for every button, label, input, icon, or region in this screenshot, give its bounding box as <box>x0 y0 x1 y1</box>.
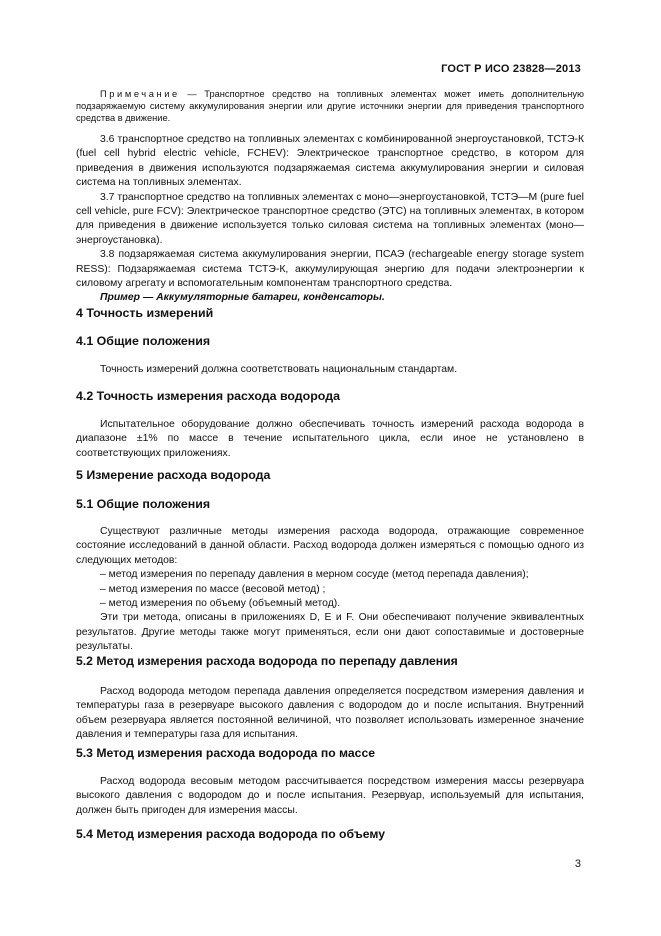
note-label: Примечание <box>100 89 180 99</box>
section-5-title: 5 Измерение расхода водорода <box>76 468 271 482</box>
section-5-2-title: 5.2 Метод измерения расхода водорода по перепаду давления <box>76 654 458 668</box>
page-number: 3 <box>574 858 581 870</box>
example-text: Пример — Аккумуляторные батареи, конденсаторы. <box>100 292 385 304</box>
section-4-title: 4 Точность измерений <box>76 306 214 320</box>
section-4-2-body <box>76 418 584 461</box>
section-5-1-body <box>76 525 584 655</box>
standard-header: ГОСТ Р ИСО 23828—2013 <box>441 63 581 75</box>
section-4-1-body <box>76 363 584 377</box>
definition-3-7: 3.7 транспортное средство на топливных элементах с моно—энергоустановкой, ТСТЭ—М (pure fuel cell vehicle, pure FCV): Электрическое транспортное средство (ЭТС) на топливных элементах, в котором для приведения в движение используется только силовая система на топливных элементах (моно— энергоустановка). <box>76 191 584 246</box>
section-5-1-intro: Существуют различные методы измерения расхода водорода, отражающие современное состояние исследований в данной области. Расход водорода должен измеряться с помощью одного из следующих методов: <box>76 526 584 566</box>
section-5-3-text: Расход водорода весовым методом рассчитывается посредством измерения массы резервуара высокого давления с водородом до и после испытания. Резервуар, используемый для испытания, должен быть пригоден для измерения массы. <box>76 776 584 816</box>
section-4-1-title: 4.1 Общие положения <box>76 334 211 348</box>
section-5-3-body <box>76 775 584 818</box>
section-5-1-title: 5.1 Общие положения <box>76 497 211 511</box>
section-5-1-outro: Эти три метода, описаны в приложениях D, E и F. Они обеспечивают получение эквивалентных результатов. Другие методы также могут применяться, если они дают сопоставимые и достоверные результаты. <box>76 612 584 653</box>
section-4-2-title: 4.2 Точность измерения расхода водорода <box>76 389 340 403</box>
note-block <box>76 88 584 125</box>
definition-3-8: 3.8 подзаряжаемая система аккумулирования энергии, ПСАЭ (rechargeable energy storage system RESS): Подзаряжаемая система ТСТЭ-К, аккумулирующая энергию для подачи электроэнергии к силовому агрегату и вспомогательным компонентам транспортного средства. <box>76 249 584 290</box>
method-list-item: – метод измерения по перепаду давления в мерном сосуде (метод перепада давления); <box>100 569 529 581</box>
definitions-block <box>76 133 584 306</box>
section-4-2-text: Испытательное оборудование должно обеспечивать точность измерений расхода водорода в диапазоне ±1% по массе в течение испытательного цикла, если иное не установлено в соответствующих приложениях. <box>76 419 584 459</box>
method-list-item: – метод измерения по объему (объемный метод). <box>100 598 341 610</box>
note-text: — Транспортное средство на топливных элементах может иметь дополнительную подзаряжаемую систему аккумулирования энергии или другие источники энергии для приведения транспортного средства в движение. <box>76 89 584 124</box>
definition-3-6: 3.6 транспортное средство на топливных элементах с комбинированной энергоустановкой, ТСТЭ-К (fuel cell hybrid electric vehicle, FCHEV): Электрическое транспортное средство, в котором для приведения в движения используются подзаряжаемая система аккумулирования энергии и силовая система на топливных элементах. <box>76 134 584 189</box>
section-4-1-text: Точность измерений должна соответствовать национальным стандартам. <box>100 364 458 375</box>
section-5-2-text: Расход водорода методом перепада давления определяется посредством измерения давления и температуры газа в резервуаре высокого давления с водородом до и после испытания. Внутренний объем резервуара является постоянной величиной, что позволяет использовать измеренное значение давления и температуры газа для испытания. <box>76 686 584 741</box>
section-5-2-body <box>76 685 584 743</box>
section-5-3-title: 5.3 Метод измерения расхода водорода по массе <box>76 746 376 760</box>
method-list-item: – метод измерения по массе (весовой метод) ; <box>100 583 326 595</box>
section-5-4-title: 5.4 Метод измерения расхода водорода по объему <box>76 827 385 841</box>
